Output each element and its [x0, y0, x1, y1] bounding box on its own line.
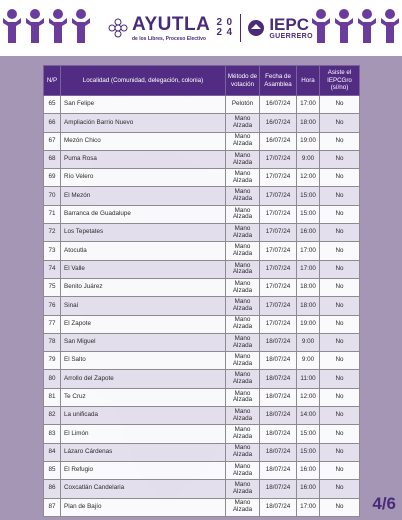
- cell-time: 9:00: [297, 150, 320, 168]
- table-row: [44, 187, 360, 205]
- cell-locality: Benito Juárez: [61, 278, 226, 296]
- table-row: [44, 132, 360, 150]
- person-figure-icon: [71, 8, 91, 44]
- table-row: [44, 498, 360, 516]
- cell-method: Mano Alzada: [226, 388, 260, 406]
- cell-method: Mano Alzada: [226, 278, 260, 296]
- cell-method: Mano Alzada: [226, 114, 260, 132]
- cell-date: 18/07/24: [260, 443, 297, 461]
- column-header-date: Fecha de Asamblea: [260, 66, 297, 96]
- cell-method: Mano Alzada: [226, 297, 260, 315]
- cell-time: 17:00: [297, 260, 320, 278]
- cell-method: Mano Alzada: [226, 333, 260, 351]
- cell-time: 18:00: [297, 278, 320, 296]
- cell-time: 9:00: [297, 333, 320, 351]
- cell-np: 86: [44, 480, 61, 498]
- cell-date: 17/07/24: [260, 150, 297, 168]
- iepc-logo-icon: [247, 19, 265, 37]
- cell-date: 16/07/24: [260, 114, 297, 132]
- cell-locality: San Felipe: [61, 96, 226, 114]
- cell-time: 12:00: [297, 388, 320, 406]
- cell-np: 70: [44, 187, 61, 205]
- cell-time: 14:00: [297, 407, 320, 425]
- cell-attendance: No: [320, 480, 360, 498]
- table-row: [44, 150, 360, 168]
- table-row: [44, 260, 360, 278]
- cell-method: Mano Alzada: [226, 260, 260, 278]
- cell-attendance: No: [320, 96, 360, 114]
- cell-locality: Río Velero: [61, 169, 226, 187]
- table-body: [44, 96, 360, 517]
- cell-date: 16/07/24: [260, 132, 297, 150]
- table-row: [44, 407, 360, 425]
- cell-method: Mano Alzada: [226, 443, 260, 461]
- table-row: [44, 333, 360, 351]
- cell-attendance: No: [320, 169, 360, 187]
- cell-attendance: No: [320, 114, 360, 132]
- cell-date: 17/07/24: [260, 315, 297, 333]
- cell-time: 19:00: [297, 132, 320, 150]
- cell-date: 17/07/24: [260, 242, 297, 260]
- cell-locality: Ampliación Barrio Nuevo: [61, 114, 226, 132]
- cell-np: 66: [44, 114, 61, 132]
- cell-date: 16/07/24: [260, 96, 297, 114]
- table-row: [44, 205, 360, 223]
- table-row: [44, 242, 360, 260]
- cell-locality: San Miguel: [61, 333, 226, 351]
- table-row: [44, 315, 360, 333]
- cell-date: 18/07/24: [260, 333, 297, 351]
- person-figure-icon: [334, 8, 354, 44]
- cell-method: Mano Alzada: [226, 352, 260, 370]
- cell-time: 16:00: [297, 480, 320, 498]
- cell-date: 17/07/24: [260, 297, 297, 315]
- cell-np: 79: [44, 352, 61, 370]
- cell-np: 82: [44, 407, 61, 425]
- cell-locality: Los Tepetates: [61, 224, 226, 242]
- cell-time: 16:00: [297, 461, 320, 479]
- cell-attendance: No: [320, 443, 360, 461]
- cell-time: 18:00: [297, 297, 320, 315]
- table-row: [44, 370, 360, 388]
- cell-np: 71: [44, 205, 61, 223]
- cell-attendance: No: [320, 352, 360, 370]
- cell-locality: Arrollo del Zapote: [61, 370, 226, 388]
- column-header-locality: Localidad (Comunidad, delegación, colonia): [61, 66, 226, 96]
- table-row: [44, 96, 360, 114]
- cell-attendance: No: [320, 388, 360, 406]
- cell-method: Mano Alzada: [226, 315, 260, 333]
- cell-method: Mano Alzada: [226, 205, 260, 223]
- cell-locality: Lázaro Cárdenas: [61, 443, 226, 461]
- cell-np: 77: [44, 315, 61, 333]
- cell-method: Mano Alzada: [226, 132, 260, 150]
- cell-time: 15:00: [297, 425, 320, 443]
- cell-time: 11:00: [297, 370, 320, 388]
- cell-time: 12:00: [297, 169, 320, 187]
- institute-name: IEPC: [269, 15, 309, 34]
- cell-locality: El Salto: [61, 352, 226, 370]
- cell-attendance: No: [320, 370, 360, 388]
- cell-method: Mano Alzada: [226, 169, 260, 187]
- cell-np: 67: [44, 132, 61, 150]
- column-header-attendance: Asiste el IEPCGro (sí/no): [320, 66, 360, 96]
- year-digit: 0: [226, 17, 233, 28]
- cell-date: 17/07/24: [260, 169, 297, 187]
- cell-np: 78: [44, 333, 61, 351]
- cell-attendance: No: [320, 333, 360, 351]
- institute-state: GUERRERO: [269, 33, 313, 40]
- cell-date: 18/07/24: [260, 388, 297, 406]
- table-row: [44, 224, 360, 242]
- cell-locality: El Valle: [61, 260, 226, 278]
- event-subtitle: de los Libres, Proceso Electivo: [132, 35, 206, 42]
- cell-date: 18/07/24: [260, 480, 297, 498]
- cell-method: Mano Alzada: [226, 407, 260, 425]
- cell-np: 68: [44, 150, 61, 168]
- cell-locality: Barranca de Guadalupe: [61, 205, 226, 223]
- cell-np: 87: [44, 498, 61, 516]
- cell-attendance: No: [320, 407, 360, 425]
- cell-locality: Atocutla: [61, 242, 226, 260]
- event-logo: [108, 8, 313, 48]
- cell-attendance: No: [320, 224, 360, 242]
- page-indicator: 4/6: [372, 494, 396, 513]
- event-year: [214, 18, 234, 38]
- cell-np: 75: [44, 278, 61, 296]
- cell-attendance: No: [320, 425, 360, 443]
- cell-method: Mano Alzada: [226, 461, 260, 479]
- assemblies-table-container: [43, 65, 359, 517]
- cell-np: 83: [44, 425, 61, 443]
- cell-locality: El Limón: [61, 425, 226, 443]
- cell-attendance: No: [320, 187, 360, 205]
- cell-method: Mano Alzada: [226, 425, 260, 443]
- cell-locality: Sinaí: [61, 297, 226, 315]
- cell-locality: La unificada: [61, 407, 226, 425]
- cell-time: 17:00: [297, 242, 320, 260]
- cell-attendance: No: [320, 461, 360, 479]
- person-figure-icon: [380, 8, 400, 44]
- table-row: [44, 114, 360, 132]
- table-row: [44, 388, 360, 406]
- column-header-method: Método de votación: [226, 66, 260, 96]
- cell-np: 69: [44, 169, 61, 187]
- cell-time: 17:00: [297, 96, 320, 114]
- cell-method: Mano Alzada: [226, 480, 260, 498]
- cell-method: Mano Alzada: [226, 498, 260, 516]
- cell-time: 19:00: [297, 315, 320, 333]
- year-digit: 2: [216, 17, 223, 28]
- cell-attendance: No: [320, 498, 360, 516]
- cell-locality: Puma Rosa: [61, 150, 226, 168]
- cell-np: 65: [44, 96, 61, 114]
- column-header-time: Hora: [297, 66, 320, 96]
- cell-attendance: No: [320, 260, 360, 278]
- cell-attendance: No: [320, 242, 360, 260]
- cell-attendance: No: [320, 278, 360, 296]
- cell-attendance: No: [320, 315, 360, 333]
- cell-np: 72: [44, 224, 61, 242]
- cell-method: Mano Alzada: [226, 370, 260, 388]
- figures-left: [2, 8, 91, 44]
- cell-date: 17/07/24: [260, 224, 297, 242]
- event-title: AYUTLA: [132, 13, 211, 35]
- cell-attendance: No: [320, 297, 360, 315]
- cell-attendance: No: [320, 205, 360, 223]
- year-digit: 2: [216, 27, 223, 38]
- cell-date: 17/07/24: [260, 187, 297, 205]
- cell-np: 74: [44, 260, 61, 278]
- cell-time: 16:00: [297, 224, 320, 242]
- table-row: [44, 352, 360, 370]
- table-row: [44, 169, 360, 187]
- cell-date: 17/07/24: [260, 278, 297, 296]
- figures-right: [311, 8, 400, 44]
- table-row: [44, 425, 360, 443]
- cell-date: 17/07/24: [260, 260, 297, 278]
- assemblies-table: [43, 65, 360, 517]
- cell-date: 18/07/24: [260, 407, 297, 425]
- cell-locality: El Zapote: [61, 315, 226, 333]
- cell-method: Mano Alzada: [226, 187, 260, 205]
- cell-np: 84: [44, 443, 61, 461]
- cell-date: 17/07/24: [260, 205, 297, 223]
- cell-method: Mano Alzada: [226, 242, 260, 260]
- cell-time: 15:00: [297, 443, 320, 461]
- cell-date: 18/07/24: [260, 425, 297, 443]
- table-row: [44, 461, 360, 479]
- person-figure-icon: [357, 8, 377, 44]
- cell-np: 73: [44, 242, 61, 260]
- person-figure-icon: [25, 8, 45, 44]
- cell-np: 85: [44, 461, 61, 479]
- cell-time: 9:00: [297, 352, 320, 370]
- cell-method: Mano Alzada: [226, 224, 260, 242]
- cell-np: 76: [44, 297, 61, 315]
- flower-logo-icon: [108, 18, 128, 38]
- table-row: [44, 480, 360, 498]
- cell-locality: Plan de Bajío: [61, 498, 226, 516]
- table-row: [44, 278, 360, 296]
- cell-date: 18/07/24: [260, 498, 297, 516]
- cell-date: 18/07/24: [260, 461, 297, 479]
- cell-attendance: No: [320, 150, 360, 168]
- person-figure-icon: [311, 8, 331, 44]
- cell-locality: El Mezón: [61, 187, 226, 205]
- cell-locality: Coxcatlán Candelaria: [61, 480, 226, 498]
- person-figure-icon: [48, 8, 68, 44]
- year-digit: 4: [226, 27, 233, 38]
- cell-date: 18/07/24: [260, 370, 297, 388]
- cell-attendance: No: [320, 132, 360, 150]
- cell-time: 18:00: [297, 114, 320, 132]
- cell-np: 81: [44, 388, 61, 406]
- table-header-row: [44, 66, 360, 96]
- table-row: [44, 297, 360, 315]
- header-band: [0, 0, 402, 56]
- cell-date: 18/07/24: [260, 352, 297, 370]
- cell-time: 15:00: [297, 205, 320, 223]
- cell-locality: Mezón Chico: [61, 132, 226, 150]
- column-header-np: N/P: [44, 66, 61, 96]
- cell-locality: El Refugio: [61, 461, 226, 479]
- cell-method: Mano Alzada: [226, 150, 260, 168]
- cell-method: Pelotón: [226, 96, 260, 114]
- cell-time: 17:00: [297, 498, 320, 516]
- cell-time: 15:00: [297, 187, 320, 205]
- cell-np: 80: [44, 370, 61, 388]
- logo-divider: [240, 14, 241, 42]
- person-figure-icon: [2, 8, 22, 44]
- table-row: [44, 443, 360, 461]
- cell-locality: Te Cruz: [61, 388, 226, 406]
